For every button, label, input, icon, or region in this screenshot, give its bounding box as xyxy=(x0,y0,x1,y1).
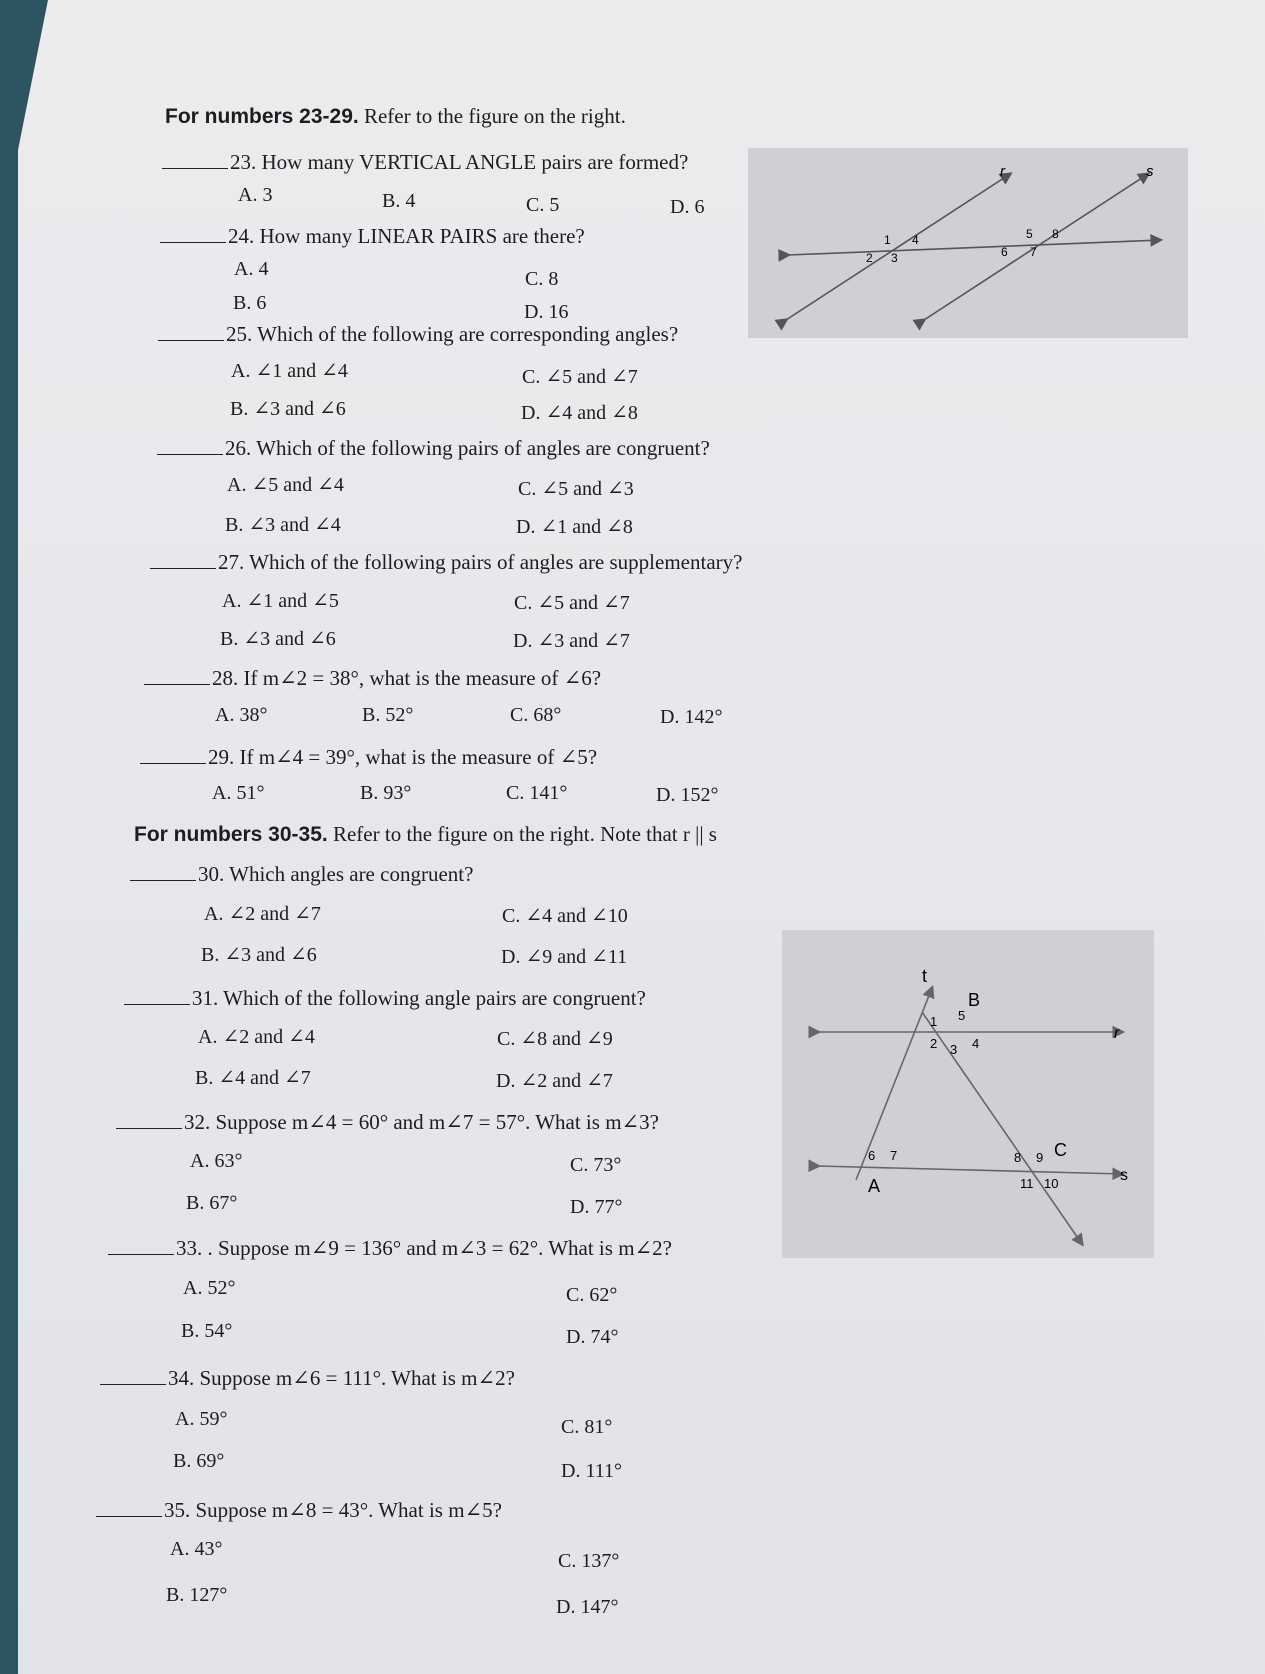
question-34 xyxy=(100,1366,515,1391)
option-29d: D. 152° xyxy=(656,784,719,806)
line-s xyxy=(818,1166,1122,1174)
figure-triangle xyxy=(782,930,1154,1258)
option-35c: C. 137° xyxy=(558,1550,620,1572)
section-header-text: Refer to the figure on the right. xyxy=(358,104,626,128)
angle-1: 1 xyxy=(930,1014,938,1029)
question-31 xyxy=(124,986,646,1011)
angle-6: 6 xyxy=(868,1148,876,1163)
angle-2: 2 xyxy=(866,251,873,265)
option-31c: C. ∠8 and ∠9 xyxy=(497,1028,613,1050)
question-35 xyxy=(96,1498,502,1523)
question-25 xyxy=(158,322,678,347)
option-28c: C. 68° xyxy=(510,704,562,726)
angle-9: 9 xyxy=(1036,1150,1044,1165)
option-23c: C. 5 xyxy=(526,194,560,216)
option-27c: C. ∠5 and ∠7 xyxy=(514,592,630,614)
angle-5: 5 xyxy=(958,1008,966,1023)
question-text: 28. If m∠2 = 38°, what is the measure of ∠6? xyxy=(212,666,602,690)
answer-blank[interactable] xyxy=(158,340,224,341)
option-24a: A. 4 xyxy=(234,258,269,280)
option-26d: D. ∠1 and ∠8 xyxy=(516,516,633,538)
answer-blank[interactable] xyxy=(108,1254,174,1255)
option-34a: A. 59° xyxy=(175,1408,228,1430)
answer-blank[interactable] xyxy=(116,1128,182,1129)
option-29b: B. 93° xyxy=(360,782,412,804)
option-33a: A. 52° xyxy=(183,1277,236,1299)
option-29a: A. 51° xyxy=(212,782,265,804)
answer-blank[interactable] xyxy=(130,880,196,881)
option-28b: B. 52° xyxy=(362,704,414,726)
question-32 xyxy=(116,1110,659,1135)
option-26c: C. ∠5 and ∠3 xyxy=(518,478,634,500)
question-text: 35. Suppose m∠8 = 43°. What is m∠5? xyxy=(164,1498,502,1522)
option-34d: D. 111° xyxy=(561,1460,622,1482)
label-r: r xyxy=(1114,1025,1120,1042)
option-23b: B. 4 xyxy=(382,190,416,212)
figure-transversals xyxy=(748,148,1188,338)
point-a: A xyxy=(868,1176,881,1196)
option-33d: D. 74° xyxy=(566,1326,619,1348)
option-24c: C. 8 xyxy=(525,268,559,290)
horizontal-line xyxy=(788,240,1160,255)
angle-1: 1 xyxy=(884,233,891,247)
question-text: 31. Which of the following angle pairs are congruent? xyxy=(192,986,646,1010)
option-27b: B. ∠3 and ∠6 xyxy=(220,628,336,650)
option-35d: D. 147° xyxy=(556,1596,619,1618)
angle-8: 8 xyxy=(1052,227,1059,241)
question-text: 24. How many LINEAR PAIRS are there? xyxy=(228,224,585,248)
question-24 xyxy=(160,224,585,249)
angle-11: 11 xyxy=(1020,1176,1034,1191)
question-text: 33. . Suppose m∠9 = 136° and m∠3 = 62°. What is m∠2? xyxy=(176,1236,672,1260)
option-29c: C. 141° xyxy=(506,782,568,804)
option-31b: B. ∠4 and ∠7 xyxy=(195,1067,311,1089)
angle-4: 4 xyxy=(912,233,919,247)
angle-7: 7 xyxy=(890,1148,898,1163)
option-23a: A. 3 xyxy=(238,184,273,206)
label-t: t xyxy=(922,966,928,986)
option-27a: A. ∠1 and ∠5 xyxy=(222,590,339,612)
answer-blank[interactable] xyxy=(160,242,226,243)
angle-8: 8 xyxy=(1014,1150,1022,1165)
point-b: B xyxy=(968,990,981,1010)
option-33b: B. 54° xyxy=(181,1320,233,1342)
question-text: 26. Which of the following pairs of angles are congruent? xyxy=(225,436,710,460)
option-32a: A. 63° xyxy=(190,1150,243,1172)
angle-3: 3 xyxy=(950,1042,958,1057)
segment-bc xyxy=(922,1012,1082,1244)
answer-blank[interactable] xyxy=(150,568,216,569)
section-header-text: Refer to the figure on the right. Note that r || s xyxy=(327,822,717,846)
question-23 xyxy=(162,150,688,175)
section-header-bold: For numbers 23-29. xyxy=(165,105,359,128)
option-31d: D. ∠2 and ∠7 xyxy=(496,1070,613,1092)
option-31a: A. ∠2 and ∠4 xyxy=(198,1026,315,1048)
question-26 xyxy=(157,436,710,461)
question-29 xyxy=(140,745,597,770)
option-32d: D. 77° xyxy=(570,1196,623,1218)
angle-5: 5 xyxy=(1026,227,1033,241)
answer-blank[interactable] xyxy=(157,454,223,455)
figure-transversals-svg xyxy=(748,148,1188,338)
question-text: 30. Which angles are congruent? xyxy=(198,862,474,886)
option-32b: B. 67° xyxy=(186,1192,238,1214)
label-s: s xyxy=(1120,1167,1128,1184)
angle-6: 6 xyxy=(1001,245,1008,259)
option-34c: C. 81° xyxy=(561,1416,613,1438)
section-header-30-35 xyxy=(134,822,717,847)
option-24b: B. 6 xyxy=(233,292,267,314)
section-header-23-29 xyxy=(165,104,626,129)
answer-blank[interactable] xyxy=(124,1004,190,1005)
option-30b: B. ∠3 and ∠6 xyxy=(201,944,317,966)
question-text: 29. If m∠4 = 39°, what is the measure of ∠5? xyxy=(208,745,598,769)
question-28 xyxy=(144,666,601,691)
option-30c: C. ∠4 and ∠10 xyxy=(502,905,628,927)
option-25c: C. ∠5 and ∠7 xyxy=(522,366,638,388)
point-c: C xyxy=(1054,1140,1067,1160)
question-text: 25. Which of the following are corresponding angles? xyxy=(226,322,679,346)
section-header-bold: For numbers 30-35. xyxy=(134,823,328,846)
question-text: 23. How many VERTICAL ANGLE pairs are formed? xyxy=(230,150,689,174)
label-r: r xyxy=(1000,163,1005,180)
angle-7: 7 xyxy=(1030,245,1037,259)
question-33 xyxy=(108,1236,672,1261)
option-25b: B. ∠3 and ∠6 xyxy=(230,398,346,420)
question-27 xyxy=(150,550,742,575)
question-text: 34. Suppose m∠6 = 111°. What is m∠2? xyxy=(168,1366,515,1390)
answer-blank[interactable] xyxy=(100,1384,166,1385)
option-26b: B. ∠3 and ∠4 xyxy=(225,514,341,536)
angle-10: 10 xyxy=(1044,1176,1059,1191)
option-32c: C. 73° xyxy=(570,1154,622,1176)
option-35a: A. 43° xyxy=(170,1538,223,1560)
angle-4: 4 xyxy=(972,1036,980,1051)
option-23d: D. 6 xyxy=(670,196,705,218)
figure-triangle-svg xyxy=(782,930,1154,1258)
question-text: 27. Which of the following pairs of angles are supplementary? xyxy=(218,550,743,574)
answer-blank[interactable] xyxy=(162,168,228,169)
option-28a: A. 38° xyxy=(215,704,268,726)
option-33c: C. 62° xyxy=(566,1284,618,1306)
angle-2: 2 xyxy=(930,1036,938,1051)
option-34b: B. 69° xyxy=(173,1450,225,1472)
option-28d: D. 142° xyxy=(660,706,723,728)
angle-3: 3 xyxy=(891,251,898,265)
option-26a: A. ∠5 and ∠4 xyxy=(227,474,344,496)
question-30 xyxy=(130,862,473,887)
option-30d: D. ∠9 and ∠11 xyxy=(501,946,628,968)
answer-blank[interactable] xyxy=(96,1516,162,1517)
label-s: s xyxy=(1146,163,1154,180)
option-35b: B. 127° xyxy=(166,1584,228,1606)
option-24d: D. 16 xyxy=(524,301,569,323)
answer-blank[interactable] xyxy=(144,684,210,685)
option-30a: A. ∠2 and ∠7 xyxy=(204,903,321,925)
option-25a: A. ∠1 and ∠4 xyxy=(231,360,348,382)
option-25d: D. ∠4 and ∠8 xyxy=(521,402,638,424)
option-27d: D. ∠3 and ∠7 xyxy=(513,630,630,652)
answer-blank[interactable] xyxy=(140,763,206,764)
question-text: 32. Suppose m∠4 = 60° and m∠7 = 57°. What is m∠3? xyxy=(184,1110,659,1134)
